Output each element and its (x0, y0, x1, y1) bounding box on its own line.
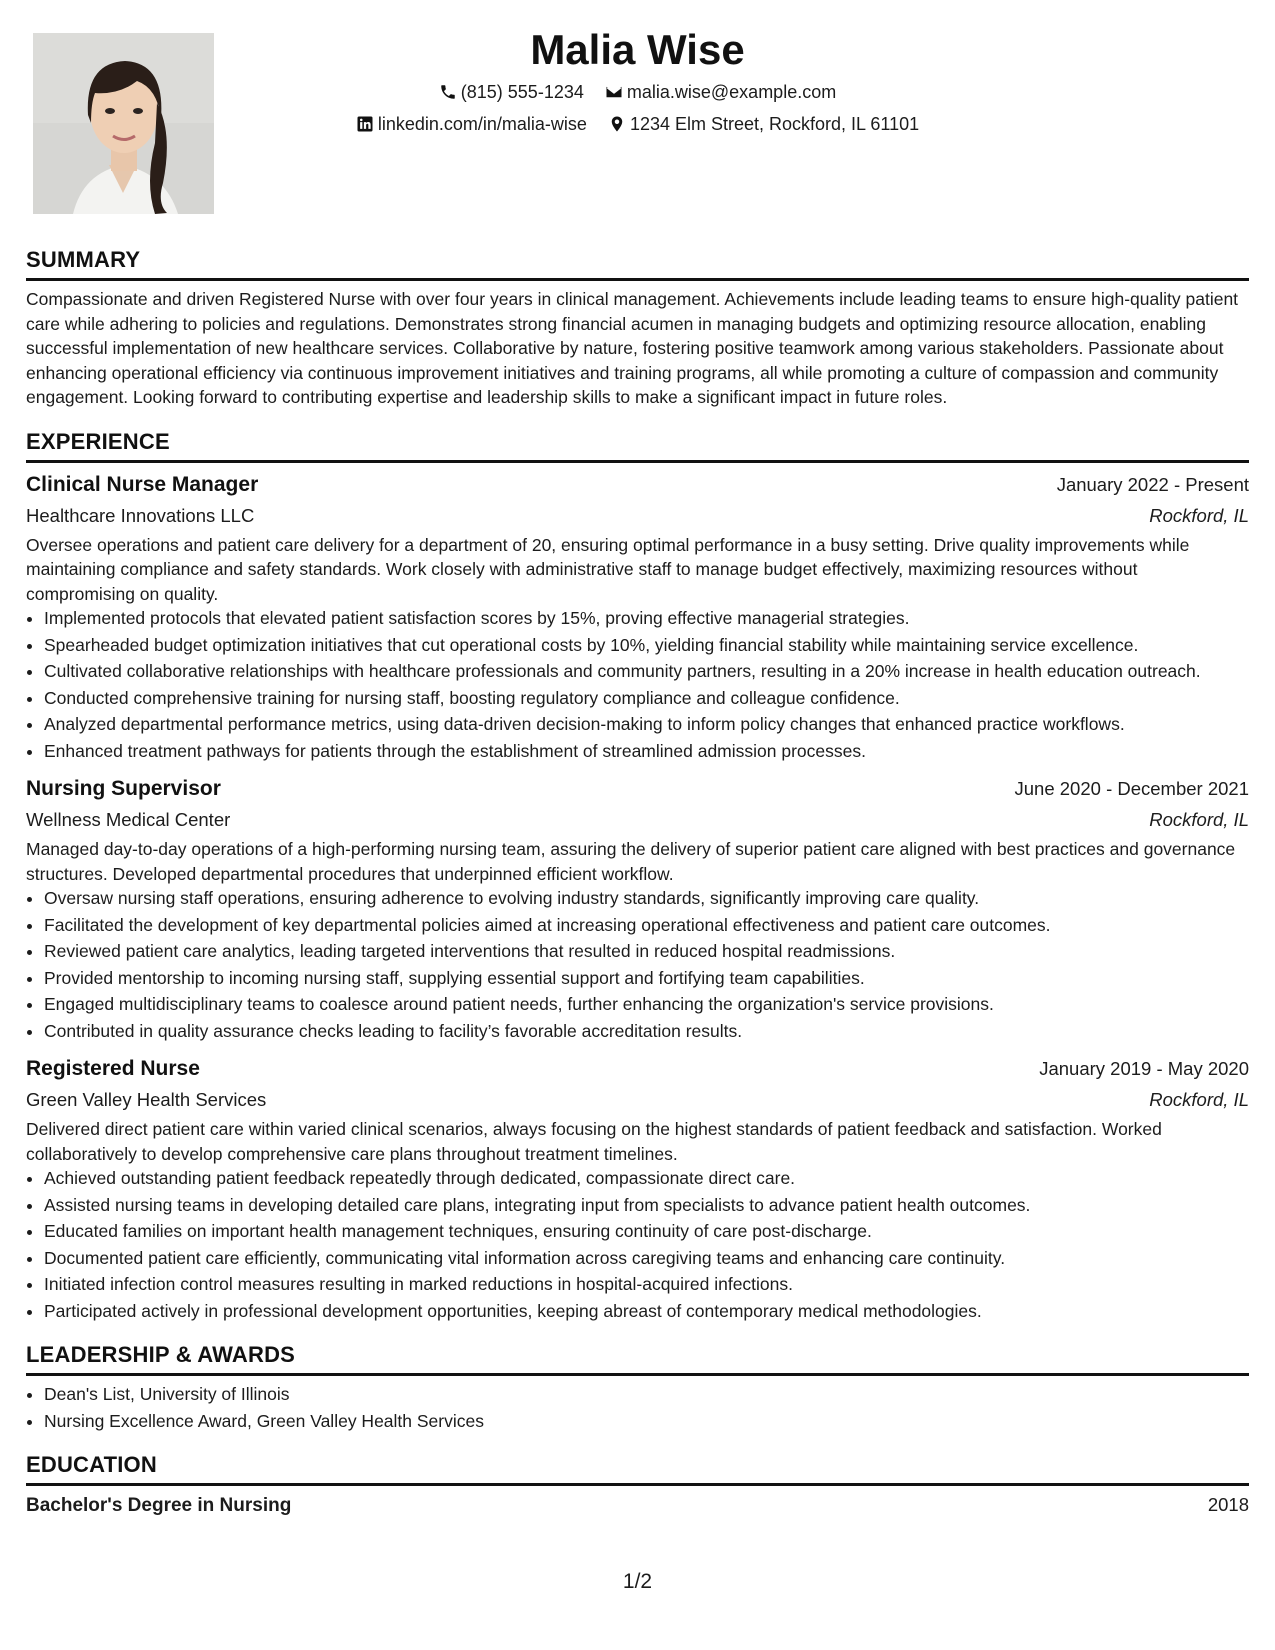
section-title-education: EDUCATION (26, 1451, 1249, 1486)
job-header (26, 1053, 1249, 1085)
education-entry (26, 1492, 1249, 1519)
linkedin-text: linkedin.com/in/malia-wise (377, 114, 587, 134)
job-bullet: • Oversaw nursing staff operations, ensuring adherence to evolving industry standards, significantly improving care quality. (44, 886, 1249, 911)
leadership-section (26, 1341, 1249, 1433)
page-number: 1/2 (622, 1570, 653, 1593)
contact-line-primary (0, 80, 1275, 107)
resume-content (26, 246, 1249, 1537)
job-subheader (26, 805, 1249, 835)
job-bullet: • Analyzed departmental performance metrics, using data-driven decision-making to inform policy changes that enhanced practice workflows. (44, 712, 1249, 737)
job-bullet: • Spearheaded budget optimization initiatives that cut operational costs by 10%, yielding financial stability while maintaining service excellence. (44, 633, 1249, 658)
job-title: Registered Nurse (26, 1057, 200, 1080)
job-subheader (26, 501, 1249, 531)
experience-section (26, 428, 1249, 1324)
phone-contact (439, 80, 584, 104)
education-year: 2018 (1207, 1494, 1249, 1515)
job-header (26, 773, 1249, 805)
leadership-list (26, 1382, 1249, 1433)
job-location: Rockford, IL (1149, 1089, 1249, 1110)
job-bullet: • Facilitated the development of key departmental policies aimed at increasing operational effectiveness and patient care outcomes. (44, 913, 1249, 938)
leadership-item: • Dean's List, University of Illinois (44, 1382, 1249, 1407)
address-text: 1234 Elm Street, Rockford, IL 61101 (629, 114, 920, 134)
job-entry (26, 1053, 1249, 1323)
job-title: Clinical Nurse Manager (26, 472, 259, 496)
linkedin-icon (356, 115, 374, 133)
job-bullet: • Engaged multidisciplinary teams to coalesce around patient needs, further enhancing the organization's service provisions. (44, 992, 1249, 1017)
summary-text: Compassionate and driven Registered Nurse with over four years in clinical management. Achievements include leading teams to ensure high-quality patient care while adhering to policies and regulations. Demonstrates strong financial acumen in managing budgets and optimizing resource allocation, enabling successful implementation of new healthcare services. Collaborative by nature, fostering positive teamwork among various stakeholders. Passionate about enhancing operational efficiency via continuous improvement initiatives and training programs, all while promoting a culture of compassion and community engagement. Looking forward to contributing expertise and leadership skills to make a significant impact in future roles. (26, 289, 1239, 407)
job-bullet: • Initiated infection control measures resulting in marked reductions in hospital-acquired infections. (44, 1272, 1249, 1297)
contact-line-secondary (0, 112, 1275, 139)
section-title-summary: SUMMARY (26, 246, 1249, 281)
job-bullets (26, 886, 1249, 1043)
job-entry (26, 773, 1249, 1043)
job-bullet: • Achieved outstanding patient feedback repeatedly through dedicated, compassionate direct care. (44, 1166, 1249, 1191)
job-dates: January 2022 - Present (1056, 473, 1249, 495)
job-description: Oversee operations and patient care delivery for a department of 20, ensuring optimal performance in a busy setting. Drive quality improvements while maintaining compliance and safety standards. Work closely with administrative staff to manage budget effectively, maximizing resources without compromising on quality. (26, 534, 1190, 604)
job-title: Nursing Supervisor (26, 777, 221, 800)
job-description: Managed day-to-day operations of a high-performing nursing team, assuring the delivery of superior patient care aligned with best practices and governance structures. Developed departmental procedures that underpinned efficient workflow. (26, 839, 1236, 884)
summary-section (26, 246, 1249, 410)
job-bullet: • Documented patient care efficiently, communicating vital information across caregiving teams and enhancing care continuity. (44, 1246, 1249, 1271)
section-title-leadership: LEADERSHIP & AWARDS (26, 1341, 1249, 1376)
job-bullet: • Enhanced treatment pathways for patients through the establishment of streamlined admission processes. (44, 739, 1249, 764)
job-company: Healthcare Innovations LLC (26, 504, 255, 526)
leadership-item: • Nursing Excellence Award, Green Valley Health Services (44, 1409, 1249, 1434)
job-bullets (26, 606, 1249, 763)
section-title-experience: EXPERIENCE (26, 428, 1249, 463)
phone-text: (815) 555-1234 (460, 82, 584, 102)
job-company: Wellness Medical Center (26, 809, 231, 830)
job-bullet: • Implemented protocols that elevated patient satisfaction scores by 15%, proving effective managerial strategies. (44, 606, 1249, 631)
email-contact[interactable] (605, 80, 836, 104)
job-bullet: • Educated families on important health management techniques, ensuring continuity of care post-discharge. (44, 1219, 1249, 1244)
job-bullet: • Cultivated collaborative relationships with healthcare professionals and community partners, resulting in a 20% increase in health education outreach. (44, 659, 1249, 684)
map-pin-icon (608, 115, 626, 133)
job-entry (26, 469, 1249, 764)
job-location: Rockford, IL (1149, 504, 1249, 526)
envelope-icon (605, 83, 623, 101)
job-bullet: • Reviewed patient care analytics, leading targeted interventions that resulted in reduced hospital readmissions. (44, 939, 1249, 964)
job-bullet: • Participated actively in professional development opportunities, keeping abreast of contemporary medical methodologies. (44, 1299, 1249, 1324)
candidate-name: Malia Wise (530, 26, 745, 73)
job-dates: June 2020 - December 2021 (1014, 778, 1249, 799)
job-bullet: • Assisted nursing teams in developing detailed care plans, integrating input from specialists to advance patient health outcomes. (44, 1193, 1249, 1218)
job-bullet: • Provided mentorship to incoming nursing staff, supplying essential support and fortifying team capabilities. (44, 966, 1249, 991)
linkedin-contact[interactable] (356, 112, 587, 136)
education-degree: Bachelor's Degree in Nursing (26, 1495, 292, 1516)
job-bullets (26, 1166, 1249, 1323)
address-contact (608, 112, 919, 136)
education-section (26, 1451, 1249, 1519)
job-company: Green Valley Health Services (26, 1089, 267, 1110)
job-bullet: • Contributed in quality assurance checks leading to facility’s favorable accreditation results. (44, 1019, 1249, 1044)
job-description: Delivered direct patient care within varied clinical scenarios, always focusing on the highest standards of patient feedback and satisfaction. Worked collaboratively to develop comprehensive care plans throughout treatment timelines. (26, 1119, 1162, 1164)
job-header (26, 469, 1249, 501)
email-text: malia.wise@example.com (626, 82, 837, 102)
job-subheader (26, 1085, 1249, 1115)
phone-icon (439, 83, 457, 101)
job-bullet: • Conducted comprehensive training for nursing staff, boosting regulatory compliance and colleague confidence. (44, 686, 1249, 711)
job-location: Rockford, IL (1149, 809, 1249, 830)
job-dates: January 2019 - May 2020 (1039, 1058, 1249, 1079)
